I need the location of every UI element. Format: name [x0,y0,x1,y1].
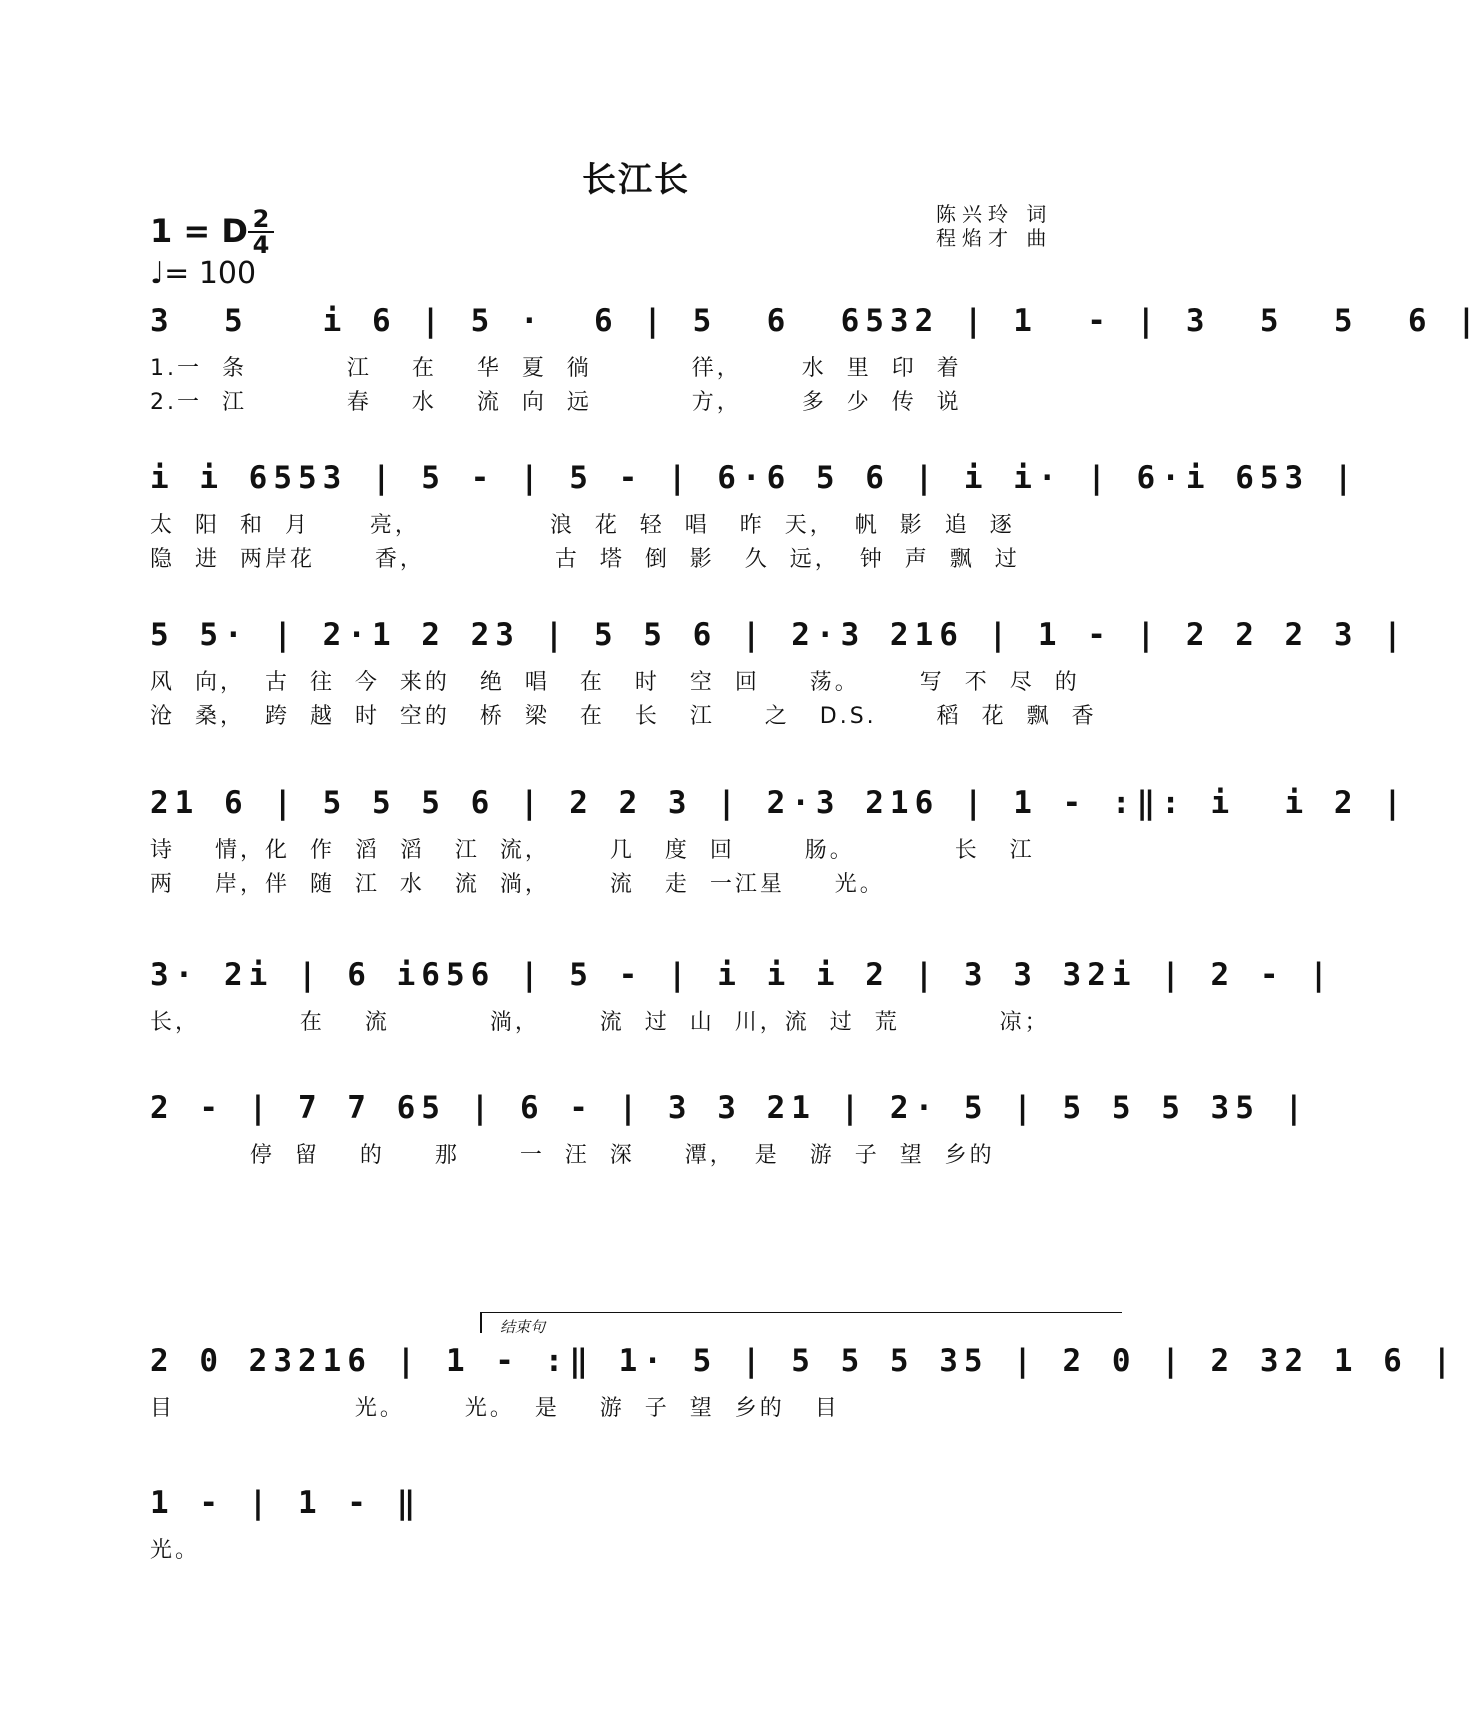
lyrics-verse-1: 诗 情，化 作 滔 滔 江 流， 几 度 回 肠。 长 江 [150,838,1035,863]
lyrics-verse-1: 长， 在 流 淌， 流 过 山 川，流 过 荒 凉； [150,1010,1050,1035]
notes-line: 5 5· | 2·1 2 23 | 5 5 6 | 2·3 216 | 1 - | 2 2 2 3 | [150,617,1408,653]
lyrics-verse-1: 光。 [150,1538,201,1563]
time-denominator: 4 [252,231,270,259]
notes-line: 3 5 i 6 | 5 · 6 | 5 6 6532 | 1 - | 3 5 5 6 | [150,303,1482,339]
lyrics-verse-1: 1.一 条 江 在 华 夏 徜 徉， 水 里 印 着 [150,356,962,381]
lyrics-verse-1: 目 光。 光。 是 游 子 望 乡的 目 [150,1396,840,1421]
key-signature: 1 = D [150,212,248,250]
score-row-3 [0,612,1408,752]
lyrics-verse-2: 2.一 江 春 水 流 向 远 方， 多 少 传 说 [150,390,962,415]
lyrics-verse-2: 隐 进 两岸花 香， 古 塔 倒 影 久 远， 钟 声 飘 过 [150,547,1020,572]
notes-line: 2 - | 7 7 65 | 6 - | 3 3 21 | 2· 5 | 5 5 5 35 | [150,1090,1310,1126]
lyrics-verse-1: 停 留 的 那 一 汪 深 潭， 是 游 子 望 乡的 [150,1143,995,1168]
song-title: 长江长 [582,160,690,200]
score-row-2 [0,455,1359,595]
score-row-8 [0,1480,1272,1620]
notes-line: 3· 2i | 6 i656 | 5 - | i i i 2 | 3 3 32i | 2 - | [150,957,1334,993]
score-row-1 [0,298,1482,438]
notes-line: 2 0 23216 | 1 - :‖ 1· 5 | 5 5 5 35 | 2 0 | 2 32 1 6 | [150,1343,1458,1379]
time-numerator: 2 [252,205,270,233]
composer-credit: 程焰才 曲 [936,226,1053,250]
time-signature [248,205,274,259]
lyrics-verse-2: 两 岸，伴 随 江 水 流 淌， 流 走 一江星 光。 [150,872,885,897]
lyrics-verse-1: 风 向， 古 往 今 来的 绝 唱 在 时 空 回 荡。 写 不 尽 的 [150,670,1080,695]
notes-line: 21 6 | 5 5 5 6 | 2 2 3 | 2·3 216 | 1 - :‖: i i 2 | [150,785,1408,821]
ending-bracket [480,1312,1122,1333]
score-row-4 [0,780,1408,920]
lyrics-verse-2: 沧 桑， 跨 越 时 空的 桥 梁 在 长 江 之 D.S. 稻 花 飘 香 [150,704,1097,729]
lyricist-credit: 陈兴玲 词 [936,202,1053,226]
notes-line: 1 - | 1 - ‖ [150,1485,422,1521]
tempo-mark: ♩= 100 [150,256,257,291]
lyrics-verse-1: 太 阳 和 月 亮， 浪 花 轻 唱 昨 天， 帆 影 追 逐 [150,513,1015,538]
score-row-6 [0,1085,1310,1225]
score-row-5 [0,952,1334,1092]
notes-line: i i 6553 | 5 - | 5 - | 6·6 5 6 | i i· | 6·i 653 | [150,460,1359,496]
ending-label: 结束句 [500,1318,546,1336]
score-row-7 [0,1338,1458,1478]
